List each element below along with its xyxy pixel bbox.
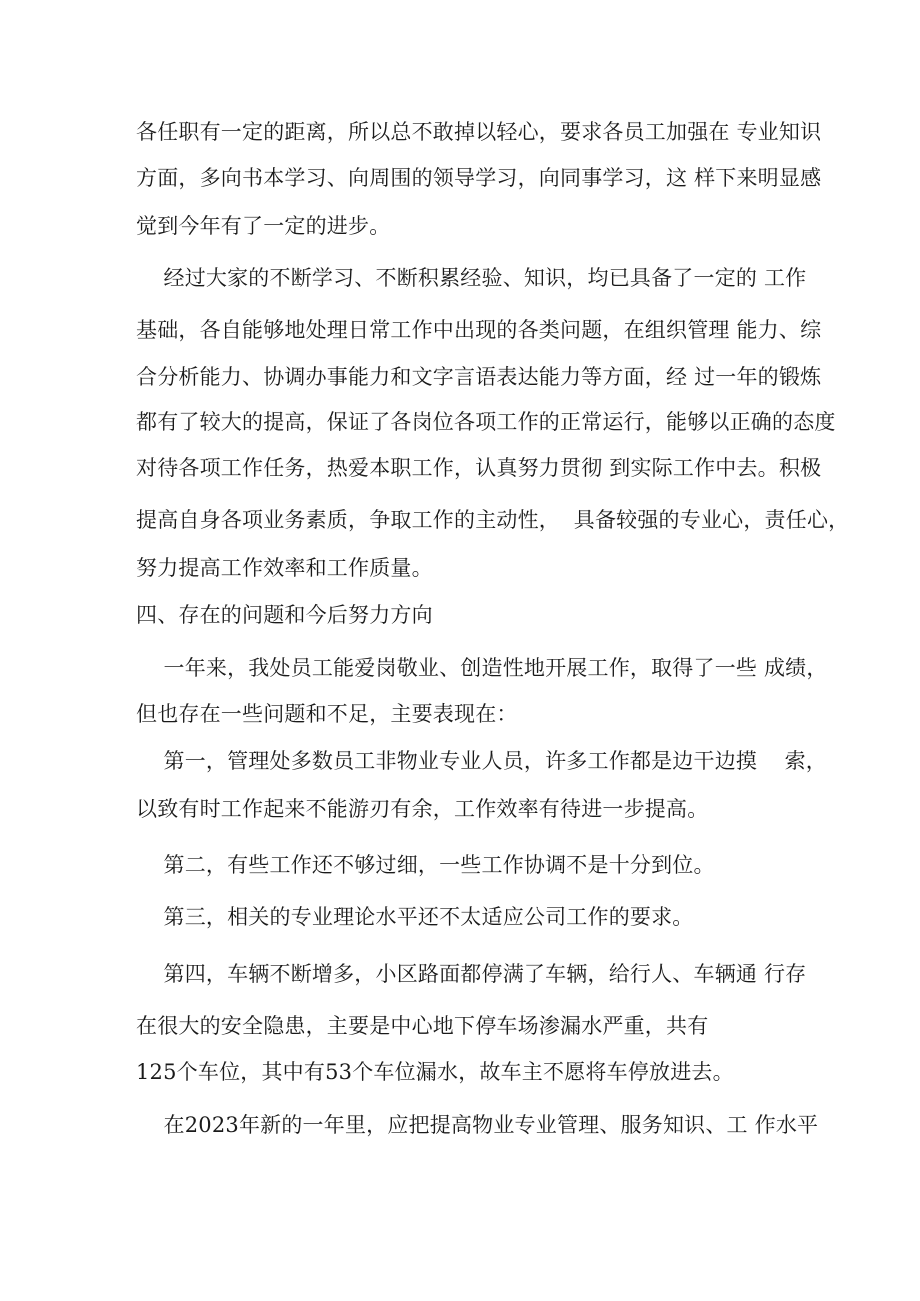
text-line: 提高自身各项业务素质，争取工作的主动性， 具备较强的专业心，责任心， xyxy=(136,508,850,532)
text-line: 经过大家的不断学习、不断积累经验、知识，均已具备了一定的 工作 xyxy=(136,266,807,290)
text-line: 觉到今年有了一定的进步。 xyxy=(136,214,391,238)
text-line: 第四，车辆不断增多，小区路面都停满了车辆，给行人、车辆通 行存 xyxy=(136,962,807,986)
text-line: 第一，管理处多数员工非物业专业人员，许多工作都是边干边摸 索， xyxy=(136,749,827,773)
text-line: 一年来，我处员工能爱岗敬业、创造性地开展工作，取得了一些 成绩， xyxy=(136,656,828,680)
text-line: 各任职有一定的距离，所以总不敢掉以轻心，要求各员工加强在 专业知识 xyxy=(136,120,822,144)
text-line: 第二，有些工作还不够过细，一些工作协调不是十分到位。 xyxy=(136,853,715,877)
text-line: 在很大的安全隐患，主要是中心地下停车场渗漏水严重，共有 xyxy=(136,1014,709,1038)
text-line: 对待各项工作任务，热爱本职工作，认真努力贯彻 到实际工作中去。积极 xyxy=(136,456,822,480)
text-line: 第三，相关的专业理论水平还不太适应公司工作的要求。 xyxy=(136,905,694,929)
text-line: 努力提高工作效率和工作质量。 xyxy=(136,556,433,580)
text-line: 合分析能力、协调办事能力和文字言语表达能力等方面，经 过一年的锻炼 xyxy=(136,365,822,389)
text-line: 125个车位，其中有53个车位漏水，故车主不愿将车停放进去。 xyxy=(136,1060,734,1084)
text-line: 以致有时工作起来不能游刃有余，工作效率有待进一步提高。 xyxy=(136,797,709,821)
section-heading: 四、存在的问题和今后努力方向 xyxy=(136,603,433,627)
text-line: 基础，各自能够地处理日常工作中出现的各类问题，在组织管理 能力、综 xyxy=(136,318,822,342)
text-line: 但也存在一些问题和不足，主要表现在： xyxy=(136,702,518,726)
text-line: 方面，多向书本学习、向周围的领导学习，向同事学习，这 样下来明显感 xyxy=(136,166,822,190)
text-line: 在2023年新的一年里，应把提高物业专业管理、服务知识、工 作水平 xyxy=(136,1113,819,1137)
text-line: 都有了较大的提高，保证了各岗位各项工作的正常运行，能够以正确的态度 xyxy=(136,410,836,434)
